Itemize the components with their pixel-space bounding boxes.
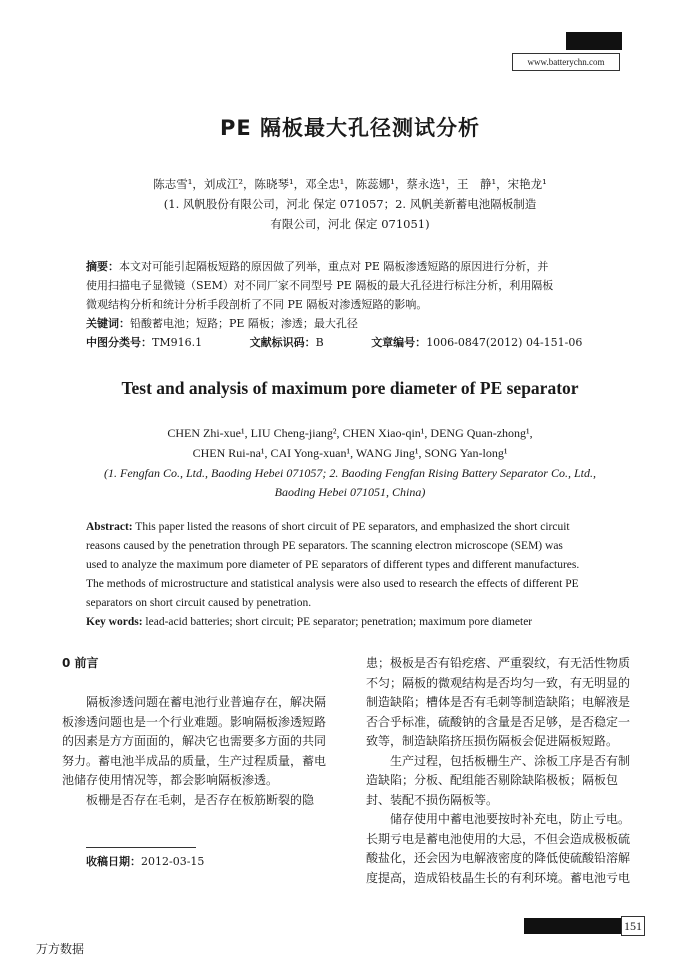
header-bar xyxy=(566,32,622,50)
right-line4: 否合乎标准，硫酸钠的含量是否足够，是否稳定一 xyxy=(366,714,631,729)
right-line8: 封、装配不损伤隔板等。 xyxy=(366,792,499,807)
section-heading-introduction: 0 前言 xyxy=(62,656,99,670)
title-chinese: PE 隔板最大孔径测试分析 xyxy=(219,116,481,140)
abstract-english-line5: separators on short circuit caused by penetration. xyxy=(86,597,312,609)
left-para1-line4: 努力。蓄电池半成品的质量，生产过程质量，蓄电 xyxy=(62,753,327,768)
keywords-chinese-label: 关键词： xyxy=(86,317,130,330)
left-column xyxy=(62,654,352,810)
received-label: 收稿日期： xyxy=(86,855,141,868)
abstract-chinese-line1: 本文对可能引起隔板短路的原因做了列举，重点对 PE 隔板渗透短路的原因进行分析，并 xyxy=(119,260,549,273)
left-para1-line3: 的因素是方方面面的，解决它也需要多方面的共同 xyxy=(62,734,327,748)
left-para1-line5: 池储存使用情况等，都会影响隔板渗透。 xyxy=(62,773,279,787)
right-line2: 不匀；隔板的微观结构是否均匀一致，有无明显的 xyxy=(366,675,631,690)
right-line1: 患；极板是否有铅疙瘩、严重裂纹，有无活性物质 xyxy=(366,656,631,670)
clc-number: TM916.1 xyxy=(152,336,203,349)
right-line6: 生产过程，包括板栅生产、涂板工序是否有制 xyxy=(366,753,631,768)
left-para1-line1: 隔板渗透问题在蓄电池行业普遍存在，解决隔 xyxy=(62,695,327,709)
abstract-english-line3: used to analyze the maximum pore diameter of PE separators of different types and different manufactures. xyxy=(86,559,580,571)
abstract-chinese-line3: 微观结构分析和统计分析手段剖析了不同 PE 隔板对渗透短路的影响。 xyxy=(86,298,428,311)
abstract-english-line1: This paper listed the reasons of short circuit of PE separators, and emphasized the short circuit xyxy=(135,521,570,533)
abstract-english xyxy=(86,518,622,632)
right-line3: 制造缺陷；槽体是否有毛刺等制造缺陷；电解液是 xyxy=(366,695,631,709)
right-line10: 长期亏电是蓄电池使用的大忌，不但会造成极板硫 xyxy=(366,831,631,846)
affiliation-chinese-line2: 有限公司，河北 保定 071051) xyxy=(270,217,430,231)
received-value: 2012-03-15 xyxy=(141,855,205,868)
authors-english-line1: CHEN Zhi-xue¹, LIU Cheng-jiang², CHEN Xiao-qin¹, DENG Quan-zhong¹, xyxy=(167,426,533,440)
page-number: 151 xyxy=(621,916,645,936)
affiliation-chinese-line1: (1. 风帆股份有限公司，河北 保定 071057；2. 风帆美新蓄电池隔板制造 xyxy=(163,197,537,211)
abstract-chinese-line2: 使用扫描电子显微镜（SEM）对不同厂家不同型号 PE 隔板的最大孔径进行标注分析，利用隔板 xyxy=(86,279,554,292)
right-line11: 酸盐化，还会因为电解液密度的降低使硫酸铅溶解 xyxy=(366,851,631,865)
abstract-english-line2: reasons caused by the penetration through PE separators. The scanning electron microscope (SEM) was xyxy=(86,540,563,552)
right-line7: 造缺陷；分板、配组能否剔除缺陷极板；隔板包 xyxy=(366,773,619,787)
right-column xyxy=(366,654,656,888)
footnote-rule xyxy=(86,847,196,848)
keywords-english-label: Key words: xyxy=(86,616,143,628)
article-number: 1006-0847(2012) 04-151-06 xyxy=(426,336,583,349)
journal-url[interactable]: www.batterychn.com xyxy=(512,53,620,71)
doc-code: B xyxy=(315,336,324,349)
doc-code-label: 文献标识码： xyxy=(249,336,316,349)
left-para2-line1: 板栅是否存在毛刺，是否存在板筋断裂的隐 xyxy=(62,792,315,807)
affiliation-english-line1: (1. Fengfan Co., Ltd., Baoding Hebei 071057; 2. Baoding Fengfan Rising Battery Separator Co., Ltd., xyxy=(104,466,596,480)
article-number-label: 文章编号： xyxy=(371,336,427,349)
footer-bar xyxy=(524,918,630,934)
authors-chinese: 陈志雪¹，刘成江²，陈晓琴¹，邓全忠¹，陈蕊娜¹，蔡永选¹，王 静¹，宋艳龙¹ xyxy=(153,177,547,191)
keywords-chinese: 铅酸蓄电池；短路；PE 隔板；渗透；最大孔径 xyxy=(130,317,358,330)
left-para1-line2: 板渗透问题也是一个行业难题。影响隔板渗透短路 xyxy=(62,714,327,729)
right-line12: 度提高，造成铅枝晶生长的有利环境。蓄电池亏电 xyxy=(366,870,631,885)
clc-label: 中图分类号： xyxy=(86,336,152,349)
received-date xyxy=(86,853,204,869)
abstract-english-line4: The methods of microstructure and statistical analysis were also used to research the effects of different PE xyxy=(86,578,579,590)
right-line5: 致等，制造缺陷挤压损伤隔板会促进隔板短路。 xyxy=(366,734,619,748)
watermark-text: 万方数据 xyxy=(36,942,85,956)
title-english: Test and analysis of maximum pore diameter of PE separator xyxy=(121,378,579,398)
abstract-english-label: Abstract: xyxy=(86,521,133,533)
keywords-english: lead-acid batteries; short circuit; PE separator; penetration; maximum pore diameter xyxy=(145,616,533,628)
abstract-chinese xyxy=(86,257,622,333)
authors-english-line2: CHEN Rui-na¹, CAI Yong-xuan¹, WANG Jing¹, SONG Yan-long¹ xyxy=(192,446,508,460)
right-line9: 储存使用中蓄电池要按时补充电，防止亏电。 xyxy=(366,812,631,826)
affiliation-english-line2: Baoding Hebei 071051, China) xyxy=(274,485,426,499)
classification-line xyxy=(86,334,646,350)
abstract-chinese-label: 摘要： xyxy=(86,260,119,273)
